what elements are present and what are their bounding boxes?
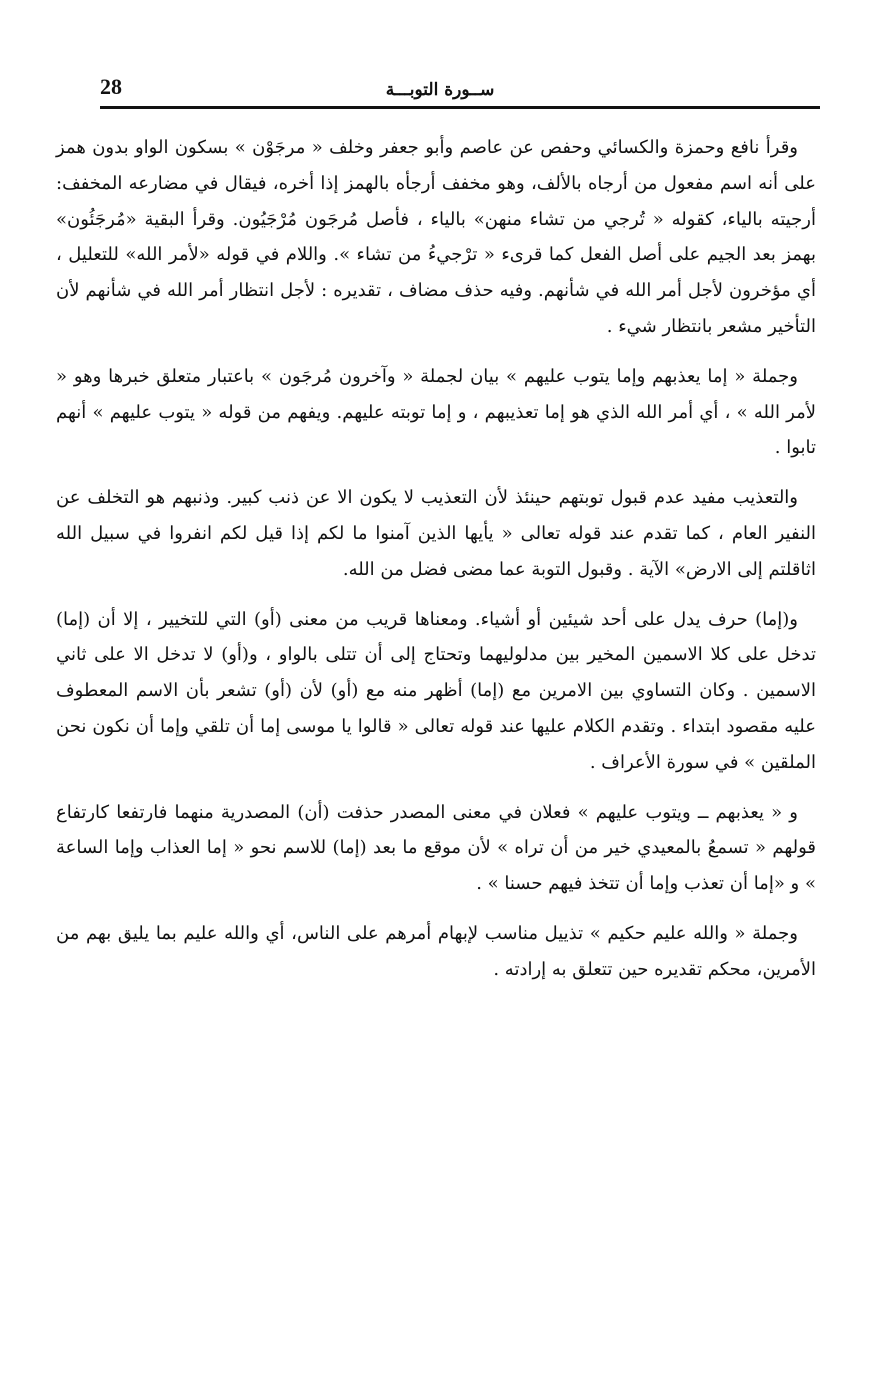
page-header [100,70,820,110]
paragraph-4: و(إما) حرف يدل على أحد شيئين أو أشياء. ومعناها قريب من معنى (أو) التي للتخيير ، إلا أن (إما) تدخل على كلا الاسمين المخير بين مدلوليهما وتحتاج إلى أن تتلى بالواو ، و(أو) لا تدخل الا على ثاني الاسمين . وكان التساوي بين الامرين مع (إما) أظهر منه مع (أو) لأن (أو) تشعر بأن الاسم المعطوف عليه مقصود ابتداء . وتقدم الكلام عليها عند قوله تعالى « قالوا يا موسى إما أن تلقي وإما أن نكون نحن الملقين » في سورة الأعراف . [56,608,816,773]
paragraph-6: وجملة « والله عليم حكيم » تذييل مناسب لإبهام أمرهم على الناس، أي والله عليم بما يليق بهم من الأمرين، محكم تقديره حين تتعلق به إرادته . [56,922,816,980]
page-body [56,130,816,988]
header-rule [100,106,820,109]
page-number: 28 [100,74,122,99]
paragraph-1: وقرأ نافع وحمزة والكسائي وحفص عن عاصم وأبو جعفر وخلف « مرجَوْن » بسكون الواو بدون همز على أنه اسم مفعول من أرجاه بالألف، وهو مخفف أرجأه بالهمز إذا أخره، فيقال في مضارعه المخفف: أرجيته بالياء، كقوله « تُرجي من تشاء منهن» بالياء ، فأصل مُرجَون مُرْجَيُون. وقرأ البقية «مُرجَئُون» بهمز بعد الجيم على أصل الفعل كما قرىء « ترْجيءُ من تشاء ». واللام في قوله «لأمر الله» للتعليل ، أي مؤخرون لأجل أمر الله في شأنهم. وفيه حذف مضاف ، تقديره : لأجل انتظار أمر الله في شأنهم لأن التأخير مشعر بانتظار شيء . [56,137,817,337]
running-title: ســورة التوبـــة [385,80,495,100]
paragraph-3: والتعذيب مفيد عدم قبول توبتهم حينئذ لأن التعذيب لا يكون الا عن ذنب كبير. وذنبهم هو التخلف عن النفير العام ، كما تقدم عند قوله تعالى « يأيها الذين آمنوا ما لكم إذا قيل لكم انفروا في سبيل الله اثاقلتم إلى الارض» الآية . وقبول التوبة عما مضى فضل من الله. [56,487,816,580]
paragraph-2: وجملة « إما يعذبهم وإما يتوب عليهم » بيان لجملة « وآخرون مُرجَون » باعتبار متعلق خبرها وهو « لأمر الله » ، أي أمر الله الذي هو إما تعذيبهم ، و إما توبته عليهم. ويفهم من قوله « يتوب عليهم » أنهم تابوا . [56,365,816,459]
paragraph-5: و « يعذبهم ــ ويتوب عليهم » فعلان في معنى المصدر حذفت (أن) المصدرية منهما فارتفعا كارتفاع قولهم « تسمعُ بالمعيدي خير من أن تراه » لأن موقع ما بعد (إما) للاسم نحو « إما العذاب وإما الساعة » و «إما أن تعذب وإما أن تتخذ فيهم حسنا » . [56,801,816,895]
